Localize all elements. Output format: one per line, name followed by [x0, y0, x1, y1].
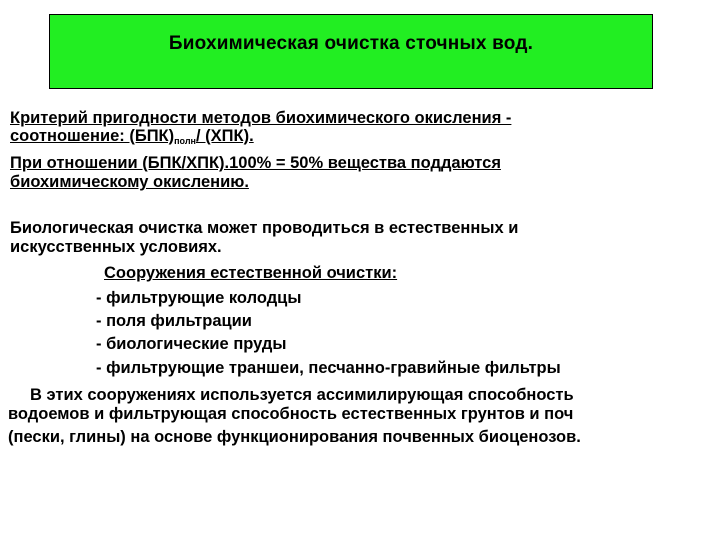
slide-title-box [49, 14, 653, 89]
bio-cleaning-line-1: Биологическая очистка может проводиться в естественных и [10, 219, 519, 237]
bio-cleaning-line-2: искусственных условиях. [10, 238, 222, 256]
natural-structures-heading: Сооружения естественной очистки: [104, 264, 398, 282]
criterion-line-1: Критерий пригодности методов биохимического окисления - [10, 109, 512, 127]
structure-item: - поля фильтрации [96, 312, 252, 330]
ratio-suffix: / (ХПК). [196, 127, 254, 145]
criterion-line-2 [10, 127, 254, 151]
structure-item: - фильтрующие колодцы [96, 289, 302, 307]
structure-item: - фильтрующие траншеи, песчанно-гравийные фильтры [96, 359, 561, 377]
criterion-line-3: При отношении (БПК/ХПК).100% = 50% вещества поддаются [10, 154, 501, 172]
conclusion-line-3: (пески, глины) на основе функционирования почвенных биоценозов. [8, 428, 581, 446]
ratio-subscript: полн [174, 136, 196, 146]
conclusion-line-2: водоемов и фильтрующая способность естественных грунтов и поч [8, 405, 574, 423]
ratio-prefix: соотношение: (БПК) [10, 127, 175, 145]
structure-item: - биологические пруды [96, 335, 287, 353]
conclusion-line-1: В этих сооружениях используется ассимилирующая способность [30, 386, 574, 404]
slide-title: Биохимическая очистка сточных вод. [168, 32, 534, 54]
criterion-line-4: биохимическому окислению. [10, 173, 249, 191]
